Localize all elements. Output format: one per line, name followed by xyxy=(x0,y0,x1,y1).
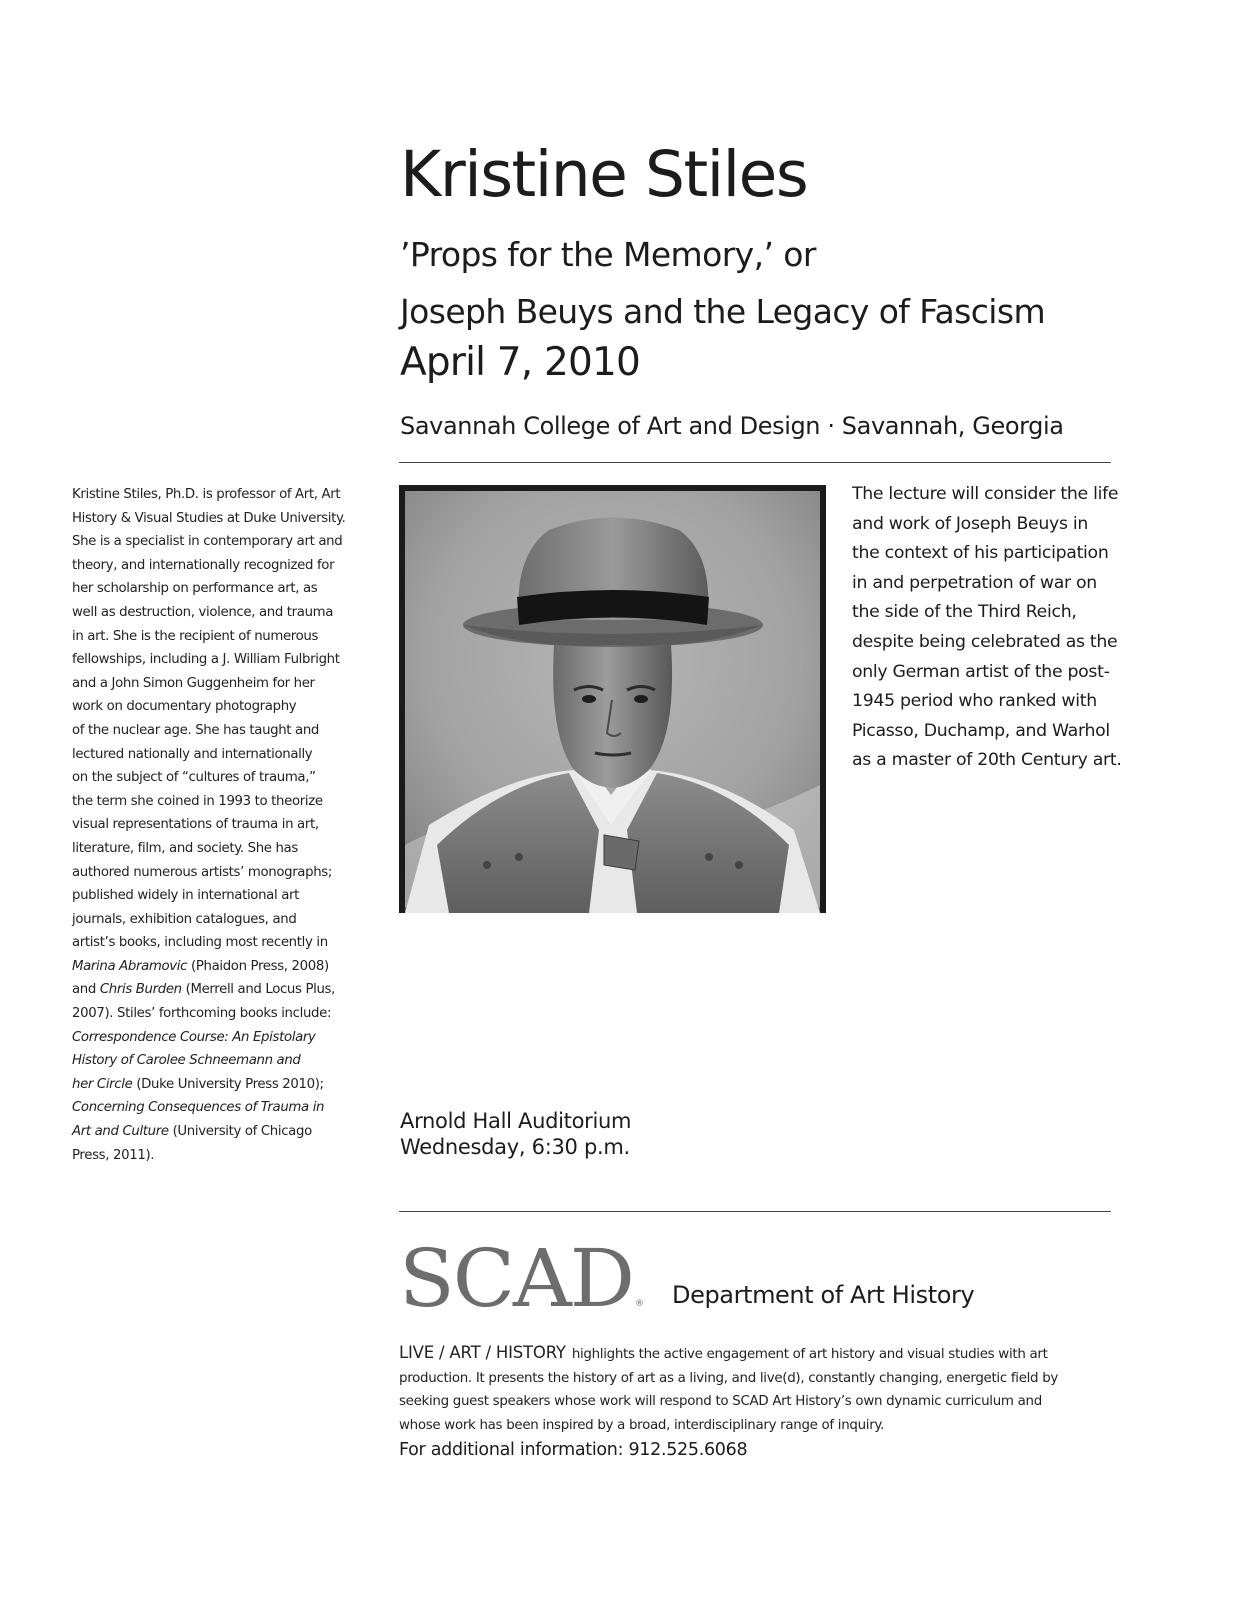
bio-line: 2007). Stiles’ forthcoming books include: xyxy=(72,1006,332,1022)
program-line xyxy=(399,1341,1119,1367)
program-description xyxy=(399,1341,1119,1437)
bio-line: published widely in international art xyxy=(72,888,299,904)
location-hall: Arnold Hall Auditorium xyxy=(400,1109,632,1133)
bio-text: (Merrell and Locus Plus, xyxy=(181,982,336,998)
scad-logo xyxy=(399,1240,647,1310)
bio-line: Press, 2011). xyxy=(72,1147,155,1163)
bio-line: in art. She is the recipient of numerous xyxy=(72,628,319,644)
lecture-description xyxy=(852,480,1122,776)
series-name: LIVE / ART / HISTORY xyxy=(399,1343,566,1362)
bio-line: on the subject of “cultures of trauma,” xyxy=(72,770,316,786)
bio-text: (Phaidon Press, 2008) xyxy=(187,958,329,974)
bio-line: literature, film, and society. She has xyxy=(72,840,298,856)
department-name: Department of Art History xyxy=(672,1281,975,1309)
bio-line: well as destruction, violence, and trauma xyxy=(72,604,334,620)
bio-line: authored numerous artists’ monographs; xyxy=(72,864,332,880)
lecture-title-line-1: ’Props for the Memory,’ or xyxy=(400,235,816,274)
lecture-title xyxy=(400,226,1045,340)
description-line: The lecture will consider the life xyxy=(852,484,1119,504)
bio-line xyxy=(72,1026,354,1050)
bio-line xyxy=(72,1073,354,1097)
speaker-bio xyxy=(72,483,354,1167)
bio-line: visual representations of trauma in art, xyxy=(72,817,319,833)
description-line: only German artist of the post- xyxy=(852,661,1110,682)
bio-text: and xyxy=(72,982,100,998)
description-line: in and perpetration of war on xyxy=(852,572,1097,593)
bio-line: and a John Simon Guggenheim for her xyxy=(72,675,315,691)
bio-line xyxy=(72,978,354,1002)
bio-line: lectured nationally and internationally xyxy=(72,746,313,762)
bio-line: her scholarship on performance art, as xyxy=(72,581,318,597)
bio-line: work on documentary photography xyxy=(72,699,297,715)
program-line: production. It presents the history of art as a living, and live(d), constantly changing, energetic field by xyxy=(399,1370,1059,1386)
description-line: 1945 period who ranked with xyxy=(852,691,1097,712)
description-line: Picasso, Duchamp, and Warhol xyxy=(852,720,1110,741)
book-title: Art and Culture xyxy=(72,1124,169,1140)
book-title: Chris Burden xyxy=(99,982,182,998)
book-title: Marina Abramovic xyxy=(72,958,188,974)
registered-mark: ® xyxy=(635,1299,644,1309)
program-line: whose work has been inspired by a broad, interdisciplinary range of inquiry. xyxy=(399,1417,885,1433)
lecture-title-line-2: Joseph Beuys and the Legacy of Fascism xyxy=(400,292,1046,331)
portrait-photo xyxy=(399,485,826,913)
bottom-divider xyxy=(399,1211,1111,1212)
description-line: the context of his participation xyxy=(852,543,1109,564)
program-line: seeking guest speakers whose work will respond to SCAD Art History’s own dynamic curriculum and xyxy=(399,1394,1042,1409)
bio-line: of the nuclear age. She has taught and xyxy=(72,722,320,738)
bio-line xyxy=(72,955,354,979)
book-title: Concerning Consequences of Trauma in xyxy=(72,1100,325,1116)
bio-line: Kristine Stiles, Ph.D. is professor of Art, Art xyxy=(72,487,341,502)
event-location xyxy=(400,1108,631,1160)
book-title: Correspondence Course: An Epistolary xyxy=(72,1029,316,1045)
bio-line: History & Visual Studies at Duke University. xyxy=(72,510,346,526)
description-line: as a master of 20th Century art. xyxy=(852,750,1122,771)
description-line: despite being celebrated as the xyxy=(852,631,1118,652)
bio-line xyxy=(72,1120,354,1144)
description-line: the side of the Third Reich, xyxy=(852,602,1077,623)
speaker-name: Kristine Stiles xyxy=(400,138,808,211)
event-date: April 7, 2010 xyxy=(400,340,640,385)
bio-line: She is a specialist in contemporary art and xyxy=(72,534,343,550)
contact-info: For additional information: 912.525.6068 xyxy=(399,1440,748,1460)
bio-text: (Duke University Press 2010); xyxy=(132,1076,324,1092)
bio-line: journals, exhibition catalogues, and xyxy=(72,911,297,927)
bio-text: (University of Chicago xyxy=(168,1124,312,1140)
book-title: History of Carolee Schneemann and xyxy=(72,1053,301,1069)
logo-wordmark: SCAD xyxy=(399,1240,633,1310)
bio-line xyxy=(72,1049,354,1073)
location-time: Wednesday, 6:30 p.m. xyxy=(400,1135,630,1159)
bio-line xyxy=(72,1096,354,1120)
top-divider xyxy=(399,462,1111,463)
bio-line: theory, and internationally recognized for xyxy=(72,557,335,573)
venue-line: Savannah College of Art and Design · Savannah, Georgia xyxy=(400,412,1064,440)
description-line: and work of Joseph Beuys in xyxy=(852,513,1089,534)
bio-line: fellowships, including a J. William Fulbright xyxy=(72,652,340,668)
bio-line: the term she coined in 1993 to theorize xyxy=(72,793,323,809)
book-title: her Circle xyxy=(72,1076,133,1092)
program-text: highlights the active engagement of art history and visual studies with art xyxy=(571,1347,1048,1362)
bio-line: artist’s books, including most recently in xyxy=(72,935,328,951)
